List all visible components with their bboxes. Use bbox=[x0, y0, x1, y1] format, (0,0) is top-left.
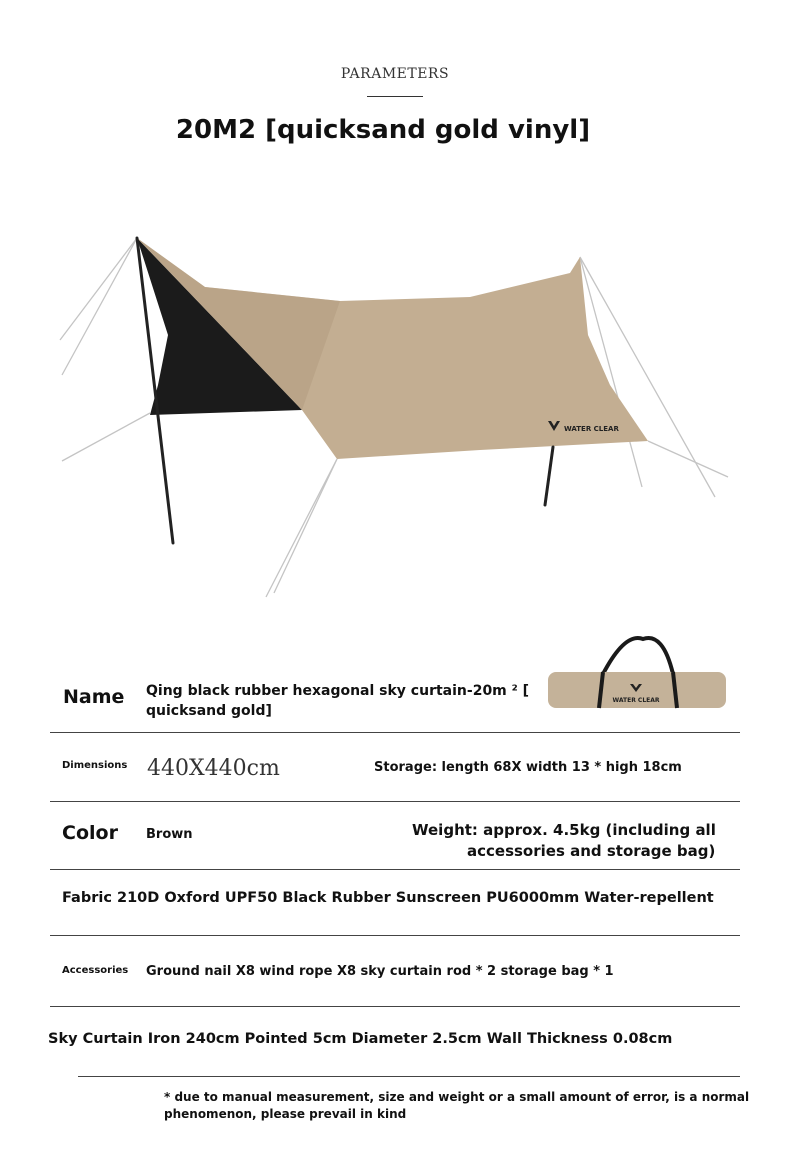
color-value: Brown bbox=[146, 827, 193, 842]
footnote-line1: * due to manual measurement, size and weight or a small amount of error, is a normal bbox=[164, 1090, 750, 1104]
bag-brand-text: WATER CLEAR bbox=[612, 697, 660, 704]
section-divider bbox=[367, 96, 423, 97]
fabric-spec: Fabric 210D Oxford UPF50 Black Rubber Sunscreen PU6000mm Water-repellent bbox=[62, 890, 714, 906]
section-label: PARAMETERS bbox=[340, 66, 450, 82]
color-label: Color bbox=[62, 822, 118, 844]
storage-size: Storage: length 68X width 13 * high 18cm bbox=[374, 760, 682, 775]
storage-bag-image bbox=[545, 634, 730, 714]
page-title: 20M2 [quicksand gold vinyl] bbox=[175, 115, 591, 145]
row-divider bbox=[78, 1076, 740, 1077]
row-divider bbox=[50, 1006, 740, 1007]
row-divider bbox=[50, 732, 740, 733]
weight-line2: accessories and storage bag) bbox=[467, 842, 716, 860]
footnote-line2: phenomenon, please prevail in kind bbox=[164, 1107, 407, 1121]
svg-text:WATER CLEAR: WATER CLEAR bbox=[564, 425, 619, 433]
name-value-line1: Qing black rubber hexagonal sky curtain-20m ² [ bbox=[146, 683, 530, 699]
row-divider bbox=[50, 801, 740, 802]
accessories-label: Accessories bbox=[62, 965, 129, 976]
bag-handles bbox=[603, 638, 673, 674]
accessories-value: Ground nail X8 wind rope X8 sky curtain rod * 2 storage bag * 1 bbox=[146, 964, 614, 979]
row-divider bbox=[50, 869, 740, 870]
weight-line1: Weight: approx. 4.5kg (including all bbox=[412, 821, 716, 839]
dimensions-value: 440X440cm bbox=[147, 756, 280, 781]
name-label: Name bbox=[63, 686, 125, 708]
name-value-line2: quicksand gold] bbox=[146, 703, 272, 719]
tarp-product-image bbox=[50, 225, 740, 615]
row-divider bbox=[50, 935, 740, 936]
dimensions-label: Dimensions bbox=[62, 760, 128, 771]
rod-spec: Sky Curtain Iron 240cm Pointed 5cm Diameter 2.5cm Wall Thickness 0.08cm bbox=[48, 1031, 673, 1047]
